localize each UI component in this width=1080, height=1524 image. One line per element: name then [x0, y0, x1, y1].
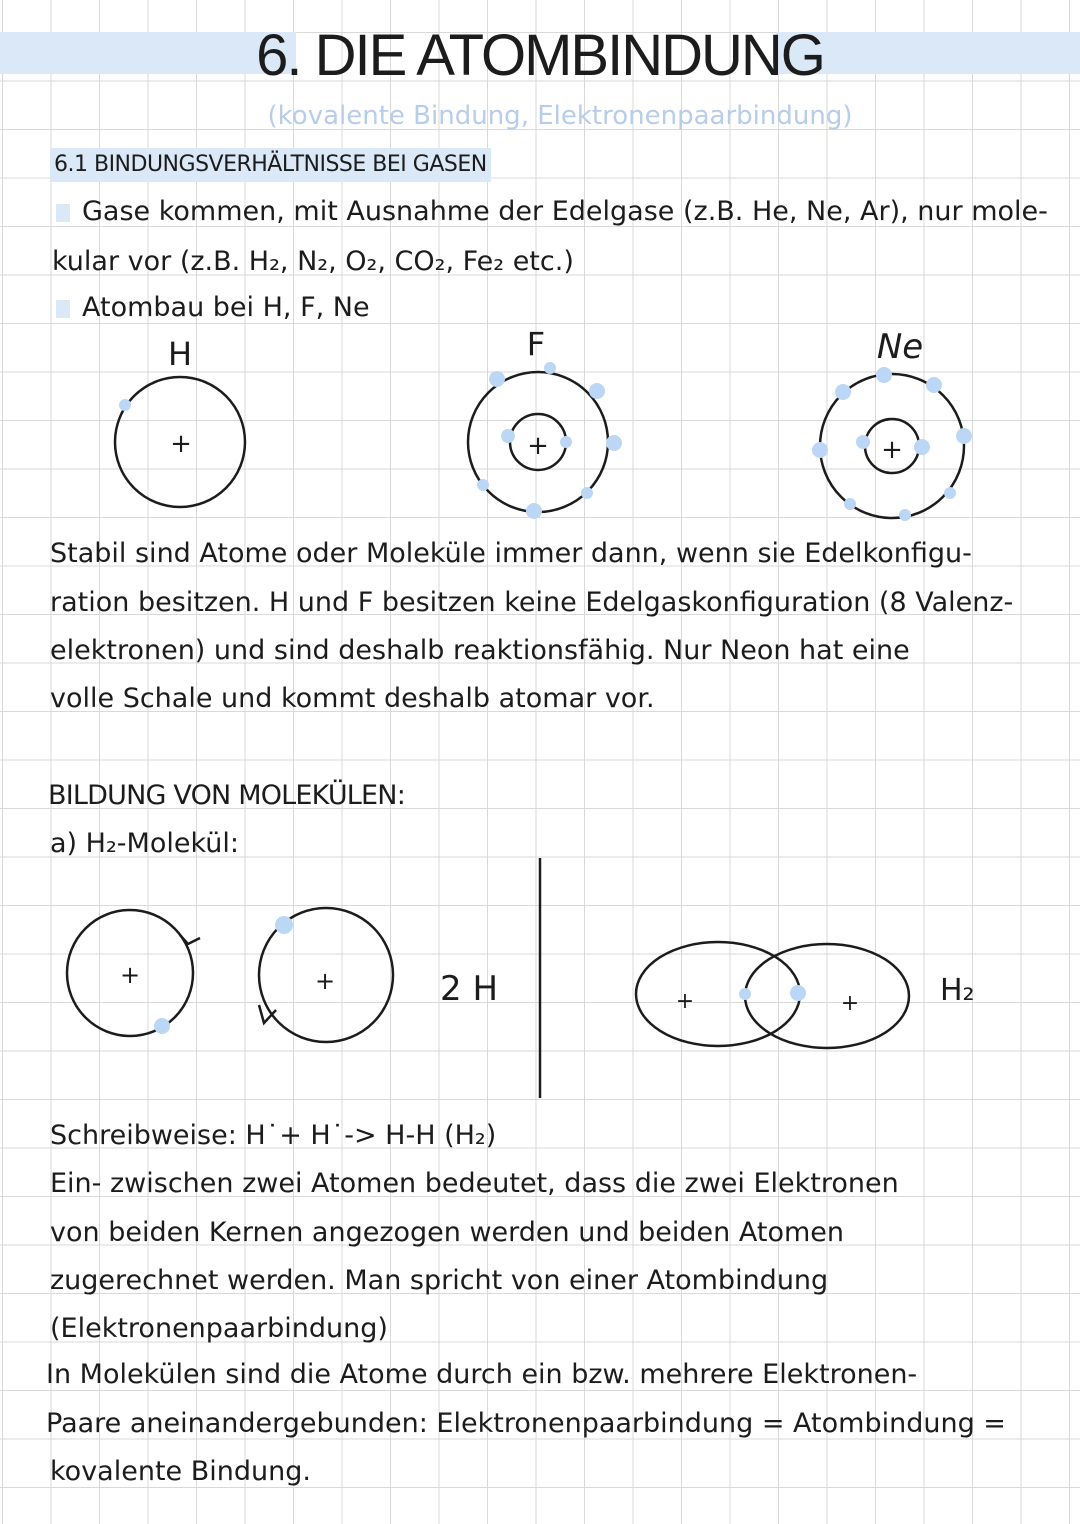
atom-diagrams [0, 320, 1080, 530]
electron [581, 487, 593, 499]
electron [275, 916, 293, 934]
electron [956, 428, 972, 444]
h2-orbital-left [636, 942, 800, 1046]
electron [560, 436, 572, 448]
h2-formation-diagram [0, 850, 1080, 1100]
paragraph2-line6: Paare aneinandergebunden: Elektronenpaarbindung = Atombindung = [46, 1408, 1006, 1439]
bullet-marker [56, 300, 70, 318]
bullet-gases [56, 192, 1048, 232]
paragraph2-line4: (Elektronenpaarbindung) [50, 1313, 388, 1344]
h2-nucleus-left: + [675, 989, 695, 1014]
electron [790, 985, 806, 1001]
electron [606, 435, 622, 451]
paragraph1-line4: volle Schale und kommt deshalb atomar vor. [50, 683, 655, 714]
electron [477, 479, 489, 491]
electron [944, 487, 956, 499]
bullet-marker [56, 204, 70, 222]
page-subtitle: (kovalente Bindung, Elektronenpaarbindung) [267, 101, 853, 131]
electron [489, 371, 505, 387]
paragraph2-line2: von beiden Kernen angezogen werden und beiden Atomen [50, 1217, 844, 1248]
electron [844, 498, 856, 510]
ne-nucleus: + [881, 435, 903, 465]
ne-label: Ne [876, 327, 924, 367]
electron [926, 377, 942, 393]
two-h-label: 2 H [440, 969, 499, 1009]
page-title: 6. DIE ATOMBINDUNG [256, 23, 824, 88]
electron [899, 509, 911, 521]
bullet-gases-text: Gase kommen, mit Ausnahme der Edelgase (z.B. He, Ne, Ar), nur mole- [82, 196, 1048, 227]
section-heading: 6.1 BINDUNGSVERHÄLTNISSE BEI GASEN [50, 148, 491, 182]
paragraph2-line1: Ein- zwischen zwei Atomen bedeutet, dass die zwei Elektronen [50, 1168, 899, 1199]
electron [835, 384, 851, 400]
paragraph1-line2: ration besitzen. H und F besitzen keine Edelgaskonfiguration (8 Valenz- [50, 587, 1014, 618]
electron [739, 988, 751, 1000]
f-label: F [526, 325, 546, 363]
paragraph2-line3: zugerechnet werden. Man spricht von einer Atombindung [50, 1265, 829, 1296]
bullet-gases-continued: kular vor (z.B. H₂, N₂, O₂, CO₂, Fe₂ etc.) [52, 246, 574, 277]
h2-molecule-subheading: a) H₂-Molekül: [50, 828, 239, 859]
electron [812, 442, 828, 458]
h-left-nucleus: + [119, 961, 141, 989]
electron [119, 399, 131, 411]
electron [914, 439, 930, 455]
h2-orbital-right [745, 944, 909, 1048]
paragraph2-line7: kovalente Bindung. [50, 1456, 311, 1487]
notation-line: Schreibweise: H˙+ H˙-> H-H (H₂) [50, 1120, 497, 1151]
bullet-atombau-text: Atombau bei H, F, Ne [82, 292, 370, 323]
arrow-head-icon [180, 935, 200, 944]
electron [501, 429, 515, 443]
electron [544, 362, 556, 374]
h2-nucleus-right: + [840, 991, 860, 1016]
h-right-nucleus: + [314, 967, 336, 995]
electron [154, 1018, 170, 1034]
electron [856, 435, 870, 449]
h-label: H [167, 335, 193, 373]
f-nucleus: + [527, 431, 549, 461]
paragraph1-line3: elektronen) und sind deshalb reaktionsfähig. Nur Neon hat eine [50, 635, 910, 666]
molecules-heading: BILDUNG VON MOLEKÜLEN: [48, 780, 405, 811]
h-nucleus: + [170, 429, 192, 459]
electron [876, 367, 892, 383]
paragraph2-line5: In Molekülen sind die Atome durch ein bzw. mehrere Elektronen- [46, 1359, 918, 1390]
electron [589, 383, 605, 399]
paragraph1-line1: Stabil sind Atome oder Moleküle immer dann, wenn sie Edelkonfigu- [50, 538, 972, 569]
electron [526, 503, 542, 519]
h2-label: H₂ [940, 973, 975, 1008]
